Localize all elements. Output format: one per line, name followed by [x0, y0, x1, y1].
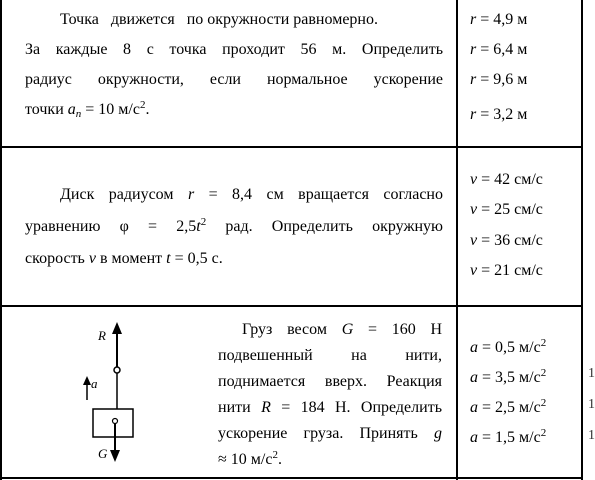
problem-1-answer: r = 6,4 м: [470, 41, 528, 58]
problem-1-answer: r = 9,6 м: [470, 71, 528, 88]
problem-3-line-3: поднимается вверх. Реакция: [218, 373, 442, 390]
edge-mark: 1: [588, 428, 595, 443]
problem-1-line-2: За каждые 8 с точка проходит 56 м. Определить: [25, 41, 443, 58]
problem-2-line-3: скорость v в момент t = 0,5 с.: [25, 250, 223, 267]
problem-3-answer: a = 0,5 $м/с^2$: [470, 337, 547, 356]
problem-2-answer: v = 21 см/с: [470, 262, 543, 279]
problem-1-line-4: точки $a_n = 10$ $м/с^2$.: [25, 99, 150, 120]
table-column-divider: [456, 0, 458, 480]
problem-1-answer: r = 4,9 м: [470, 11, 528, 28]
table-bottom-border: [0, 477, 582, 479]
problem-1-line-3: радиус окружности, если нормальное ускорение: [25, 71, 443, 88]
problem-2-answer: v = 36 см/с: [470, 232, 543, 249]
problem-1-line-1: Точка движется по окружности равномерно.: [60, 11, 378, 28]
edge-mark: 1: [588, 397, 595, 412]
problem-2-line-2: уравнению $\varphi = 2,5t^2$ рад. Определить окружную: [25, 216, 444, 235]
problem-3-line-4: нити R = 184 Н. Определить: [218, 399, 442, 416]
problem-2-answer: v = 42 см/с: [470, 171, 543, 188]
load-on-thread-figure: [60, 320, 170, 470]
problem-3-answer: a = 2,5 $м/с^2$: [470, 397, 547, 416]
problem-3-answer: a = 3,5 $м/с^2$: [470, 367, 547, 386]
problem-3-line-2: подвешенный на нити,: [218, 347, 442, 364]
edge-mark: 1: [588, 366, 595, 381]
problem-2-line-1: Диск радиусом r = 8,4 см вращается согласно: [60, 186, 443, 203]
acceleration-a-label: a: [91, 376, 98, 391]
row-divider-2: [0, 305, 582, 307]
force-R-label: R: [98, 328, 106, 343]
problem-3-line-1: Груз весом G = 160 Н: [242, 321, 443, 338]
problem-3-answer: a = 1,5 $м/с^2$: [470, 427, 547, 446]
problem-3-line-5: ускорение груза. Принять g: [218, 425, 442, 442]
weight-G-label: G: [98, 446, 108, 461]
problem-3-line-6: ≈ 10 $м/с^2$.: [218, 449, 282, 468]
table-left-border: [0, 0, 2, 480]
problem-1-answer: r = 3,2 м: [470, 106, 528, 123]
problem-2-answer: v = 25 см/с: [470, 201, 543, 218]
table-right-border: [581, 0, 583, 480]
row-divider-1: [0, 146, 582, 148]
